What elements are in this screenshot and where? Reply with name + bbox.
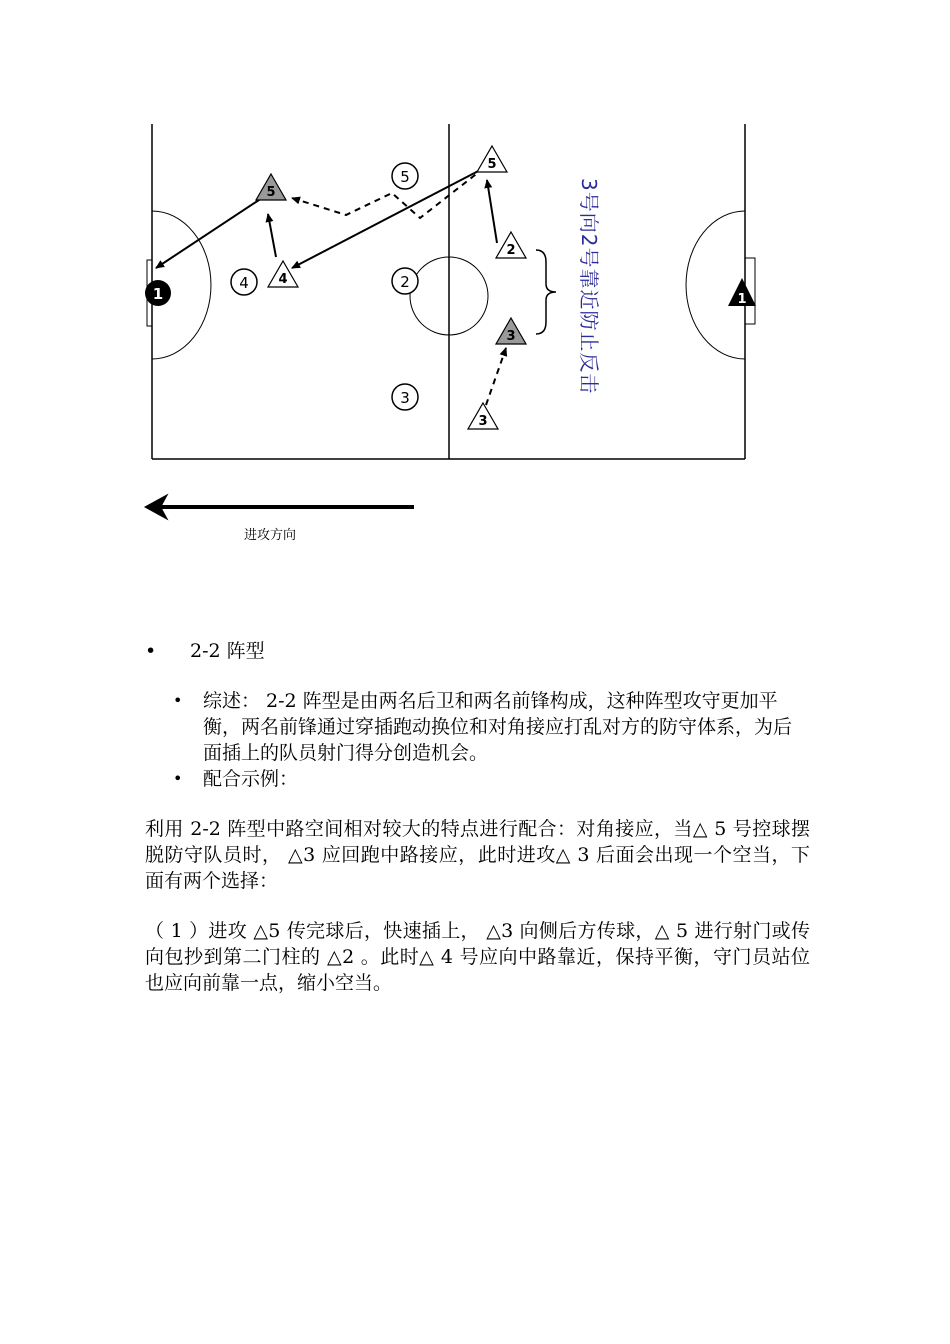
svg-text:3: 3: [400, 389, 410, 407]
paragraph-1: 利用 2-2 阵型中路空间相对较大的特点进行配合：对角接应，当△ 5 号控球摆脱防守队员时， △3 应回跑中路接应，此时进攻△ 3 后面会出现一个空当，下面有两个选择：: [145, 818, 810, 892]
defender-circle-2: [392, 268, 418, 294]
svg-text:5: 5: [400, 168, 410, 186]
run-3-dashed: [486, 348, 506, 405]
run-5-dashed: [292, 168, 484, 218]
goalkeeper-right: [728, 278, 756, 307]
pass-arrows: [156, 167, 497, 268]
pass-5-to-1: [156, 196, 265, 268]
section-heading: [145, 638, 810, 668]
heading-bullet: •: [145, 640, 157, 662]
list-item: [145, 688, 810, 766]
tactics-diagram: [0, 0, 950, 600]
list-item: [145, 766, 810, 792]
defender-circle-3: [392, 384, 418, 410]
svg-text:1: 1: [152, 285, 164, 303]
attack-direction-label: 进攻方向: [244, 528, 297, 543]
defender-circle-4: [231, 269, 257, 295]
svg-text:3: 3: [506, 329, 516, 344]
attacker-triangle-5-top: [477, 146, 507, 172]
heading-text: 2-2 阵型: [190, 640, 265, 662]
attacker-triangle-5-shaded: [256, 174, 286, 200]
list-item-text: 综述： 2-2 阵型是由两名后卫和两名前锋构成，这种阵型攻守更加平衡，两名前锋通过穿插跑动换位和对角接应打乱对方的防守体系，为后面插上的队员射门得分创造机会。: [203, 690, 793, 764]
document-body: [145, 638, 810, 996]
goalkeeper-left: [145, 280, 171, 306]
svg-text:1: 1: [737, 292, 747, 307]
svg-text:3: 3: [478, 414, 488, 429]
svg-text:4: 4: [278, 272, 288, 287]
attacker-triangle-2: [496, 232, 526, 258]
run-2-to-5: [487, 180, 497, 243]
svg-text:5: 5: [487, 157, 497, 172]
brace: [536, 250, 556, 334]
attack-direction-arrow: [146, 496, 414, 518]
defender-circle-5: [392, 163, 418, 189]
list-item-text: 配合示例：: [203, 768, 299, 790]
paragraph-2: （ 1 ）进攻 △5 传完球后，快速插上， △3 向侧后方传球，△ 5 进行射门或传向包抄到第二门柱的 △2 。此时△ 4 号应向中路靠近，保持平衡，守门员站位也应向前靠一点，缩小空当。: [145, 920, 810, 994]
svg-text:5: 5: [266, 185, 276, 200]
attacker-triangle-3-low: [468, 403, 498, 429]
list-bullet: •: [173, 769, 183, 788]
svg-text:2: 2: [400, 273, 410, 291]
pass-5-to-4: [292, 167, 486, 268]
svg-text:4: 4: [239, 274, 249, 292]
attacker-triangle-3-shaded: [496, 318, 526, 344]
list-bullet: •: [173, 691, 183, 710]
attacker-triangle-4: [268, 261, 298, 287]
sub-list: [145, 688, 810, 792]
annotation-text: 3号向2号靠近防止反击: [577, 178, 601, 395]
run-4-to-5: [268, 214, 276, 257]
svg-text:2: 2: [506, 243, 516, 258]
